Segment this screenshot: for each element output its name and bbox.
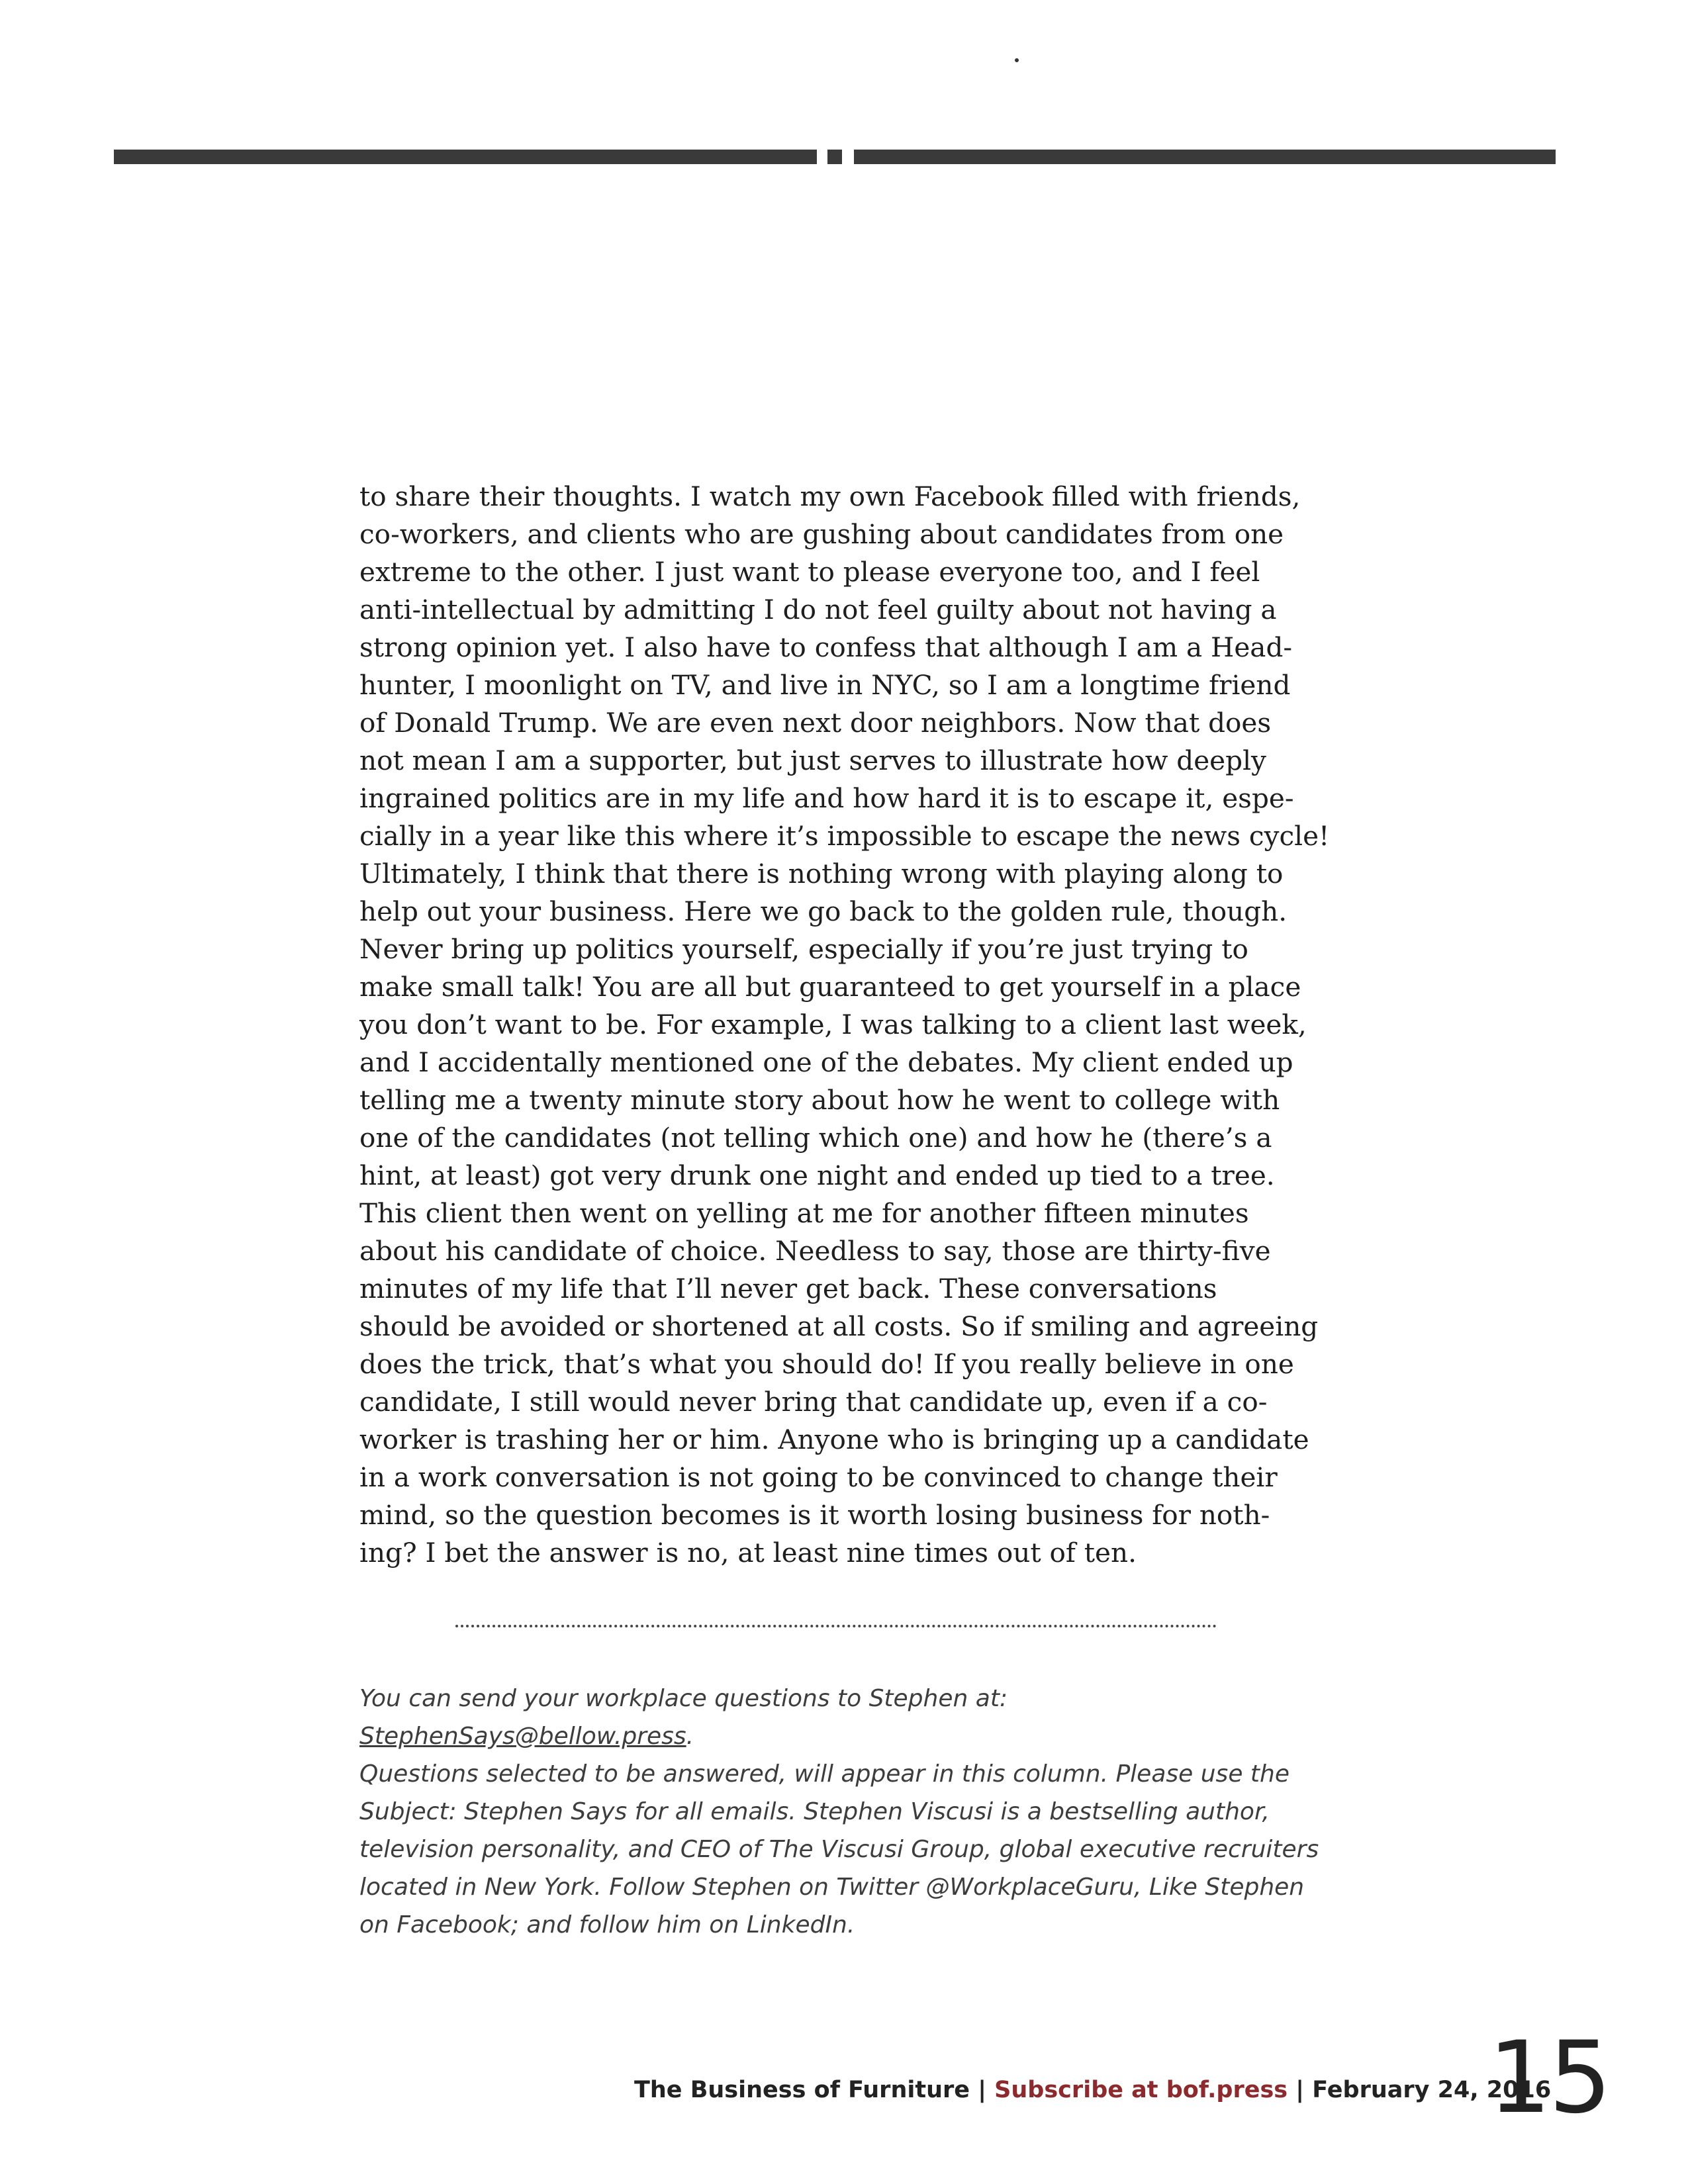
footer-separator: | (1288, 2077, 1313, 2103)
article-body (359, 478, 1330, 1572)
header-rule-right (854, 150, 1556, 164)
email-suffix: . (686, 1723, 694, 1750)
issue-date: February 24, 2016 (1312, 2077, 1552, 2103)
article-line: hint, at least) got very drunk one night and ended up tied to a tree. (359, 1160, 1275, 1191)
article-line: one of the candidates (not telling which one) and how he (there’s a (359, 1122, 1272, 1154)
bio-line: television personality, and CEO of The Viscusi Group, global executive recruiters (359, 1836, 1319, 1863)
article-line: of Donald Trump. We are even next door neighbors. Now that does (359, 707, 1272, 739)
header-rule-mark (827, 150, 842, 164)
page-footer (634, 2077, 1551, 2103)
section-divider (455, 1625, 1217, 1627)
publication-name: The Business of Furniture (634, 2077, 970, 2103)
article-line: about his candidate of choice. Needless to say, those are thirty-five (359, 1235, 1271, 1267)
article-line: not mean I am a supporter, but just serves to illustrate how deeply (359, 745, 1266, 776)
article-line: co-workers, and clients who are gushing about candidates from one (359, 518, 1284, 550)
article-line: Never bring up politics yourself, especially if you’re just trying to (359, 933, 1248, 965)
article-line: to share their thoughts. I watch my own Facebook filled with friends, (359, 480, 1301, 512)
article-line: worker is trashing her or him. Anyone who is bringing up a candidate (359, 1424, 1309, 1455)
footer-separator: | (970, 2077, 995, 2103)
article-line: anti-intellectual by admitting I do not feel guilty about not having a (359, 594, 1277, 625)
article-line: make small talk! You are all but guaranteed to get yourself in a place (359, 971, 1301, 1003)
bio-line: Subject: Stephen Says for all emails. Stephen Viscusi is a bestselling author, (359, 1798, 1270, 1825)
article-line: and I accidentally mentioned one of the debates. My client ended up (359, 1046, 1293, 1078)
article-line: should be avoided or shortened at all costs. So if smiling and agreeing (359, 1310, 1319, 1342)
subscribe-link[interactable]: Subscribe at bof.press (994, 2077, 1288, 2103)
header-rule-left (114, 150, 817, 164)
article-line: telling me a twenty minute story about how he went to college with (359, 1084, 1280, 1116)
bio-line: on Facebook; and follow him on LinkedIn. (359, 1911, 855, 1938)
article-line: candidate, I still would never bring that candidate up, even if a co- (359, 1386, 1268, 1418)
article-line: ingrained politics are in my life and how hard it is to escape it, espe- (359, 782, 1294, 814)
scan-speck (1015, 58, 1019, 62)
article-line: Ultimately, I think that there is nothing wrong with playing along to (359, 858, 1284, 889)
author-bio (359, 1680, 1326, 1944)
article-line: This client then went on yelling at me for another fifteen minutes (359, 1197, 1249, 1229)
email-link[interactable]: StephenSays@bellow.press (359, 1723, 686, 1750)
bio-intro: You can send your workplace questions to Stephen at: (359, 1685, 1008, 1712)
page-number: 15 (1488, 2021, 1609, 2136)
bio-line: located in New York. Follow Stephen on Twitter @WorkplaceGuru, Like Stephen (359, 1874, 1305, 1901)
article-line: you don’t want to be. For example, I was talking to a client last week, (359, 1009, 1307, 1040)
article-line: strong opinion yet. I also have to confess that although I am a Head- (359, 631, 1293, 663)
article-line: ing? I bet the answer is no, at least nine times out of ten. (359, 1537, 1137, 1569)
article-line: hunter, I moonlight on TV, and live in NYC, so I am a longtime friend (359, 669, 1291, 701)
article-line: does the trick, that’s what you should do! If you really believe in one (359, 1348, 1294, 1380)
article-line: help out your business. Here we go back to the golden rule, though. (359, 895, 1288, 927)
bio-line: Questions selected to be answered, will appear in this column. Please use the (359, 1760, 1289, 1788)
article-line: in a work conversation is not going to be convinced to change their (359, 1461, 1278, 1493)
article-line: minutes of my life that I’ll never get back. These conversations (359, 1273, 1217, 1304)
bio-email-line (359, 1717, 1326, 1755)
article-line: cially in a year like this where it’s impossible to escape the news cycle! (359, 820, 1330, 852)
article-line: mind, so the question becomes is it worth losing business for noth- (359, 1499, 1270, 1531)
article-line: extreme to the other. I just want to please everyone too, and I feel (359, 556, 1260, 588)
